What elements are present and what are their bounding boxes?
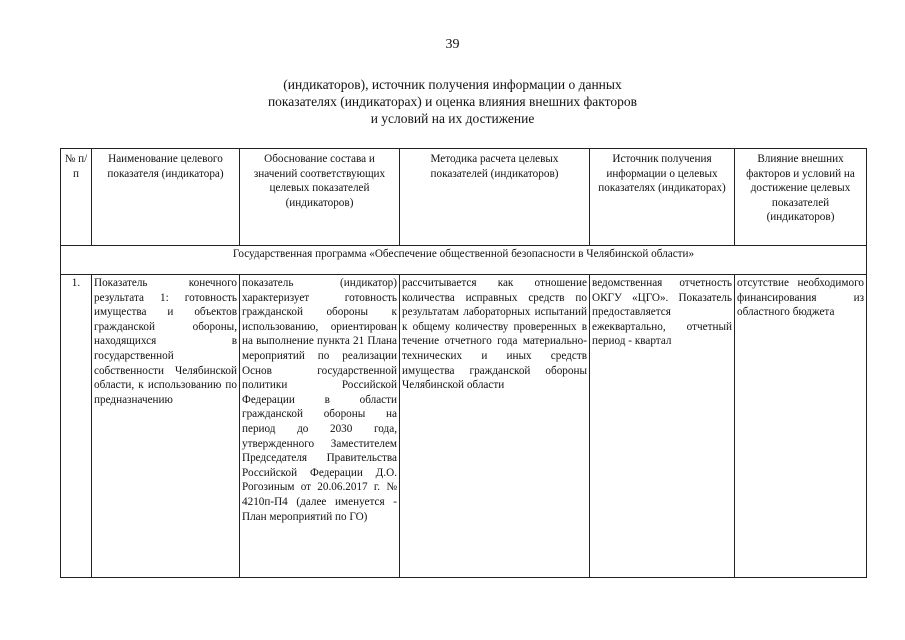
external-factors: отсутствие необходимого финансирования из областного бюджета bbox=[735, 275, 867, 578]
heading-line: и условий на их достижение bbox=[370, 111, 535, 126]
indicator-name: Показатель конечного результата 1: готовность имущества и объектов гражданской обороны, находящихся в государственной собственности Челябинской области, к использованию по предназначению bbox=[92, 275, 240, 578]
heading-line: (индикаторов), источник получения информации о данных bbox=[283, 77, 622, 92]
header-cell-name: Наименование целевого показателя (индикатора) bbox=[92, 149, 240, 246]
program-title: Государственная программа «Обеспечение общественной безопасности в Челябинской области» bbox=[61, 246, 867, 275]
header-cell-number: № п/п bbox=[61, 149, 92, 246]
section-heading bbox=[200, 76, 705, 127]
header-cell-justification: Обоснование состава и значений соответствующих целевых показателей (индикаторов) bbox=[240, 149, 400, 246]
header-cell-influence: Влияние внешних факторов и условий на достижение целевых показателей (индикаторов) bbox=[735, 149, 867, 246]
program-row bbox=[61, 246, 867, 275]
calculation-method: рассчитывается как отношение количества исправных средств по результатам лабораторных испытаний к общему количеству проверенных в течение отчетного года материально-технических и иных средств имущества гражданской обороны Челябинской области bbox=[400, 275, 590, 578]
header-row bbox=[61, 149, 867, 246]
information-source: ведомственная отчетность ОКГУ «ЦГО». Показатель предоставляется ежеквартально, отчетный период - квартал bbox=[590, 275, 735, 578]
page-number: 39 bbox=[445, 37, 460, 52]
table-row bbox=[61, 275, 867, 578]
row-number: 1. bbox=[61, 275, 92, 578]
heading-line: показателях (индикаторах) и оценка влияния внешних факторов bbox=[267, 94, 638, 109]
header-cell-source: Источник получения информации о целевых показателях (индикаторах) bbox=[590, 149, 735, 246]
indicator-justification: показатель (индикатор) характеризует готовность гражданской обороны к использованию, ориентирован на выполнение пункта 21 Плана мероприятий по реализации Основ государственной политики Российской Федерации в области гражданской обороны на период до 2030 года, утвержденного Заместителем Председателя Правительства Российской Федерации Д.О. Рогозиным от 20.06.2017 г. № 4210п-П4 (далее именуется - План мероприятий по ГО) bbox=[240, 275, 400, 578]
header-cell-method: Методика расчета целевых показателей (индикаторов) bbox=[400, 149, 590, 246]
indicators-table bbox=[60, 148, 867, 578]
